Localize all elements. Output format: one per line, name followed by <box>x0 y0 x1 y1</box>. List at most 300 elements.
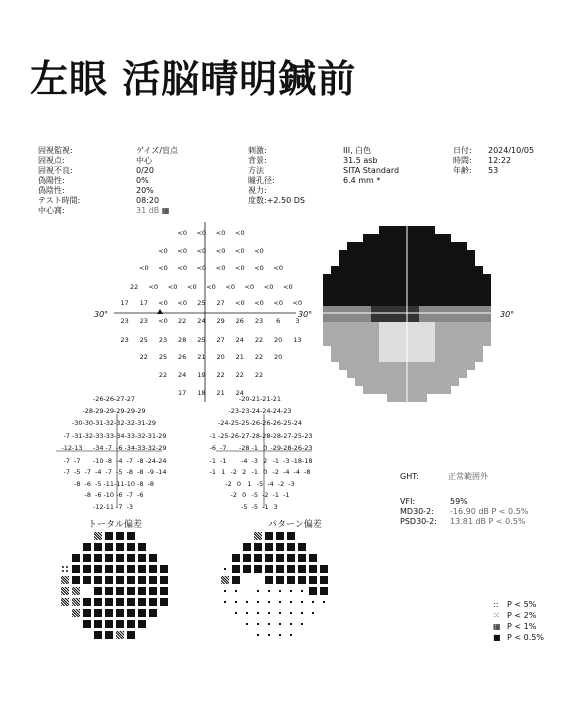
grayscale-cell <box>411 370 419 378</box>
grid-value: -1 <box>251 468 258 476</box>
grayscale-cell <box>451 242 459 250</box>
solid-square-icon <box>83 620 91 628</box>
va-label: 視力: <box>248 186 267 195</box>
grid-value: 28 <box>178 336 187 344</box>
fixation-target-value: 中心 <box>136 156 152 165</box>
grid-value: 22 <box>158 371 168 379</box>
grid-value: <0 <box>158 247 168 255</box>
grayscale-cell <box>387 330 395 338</box>
grid-value: 24 <box>235 336 244 344</box>
grayscale-cell <box>339 330 347 338</box>
grid-value: -6 <box>137 491 144 499</box>
grid-value: 22 <box>216 371 225 379</box>
grayscale-cell <box>419 338 427 346</box>
grid-value: -8 <box>304 468 311 476</box>
page-title: 左眼 活脳晴明鍼前 <box>30 57 357 101</box>
grayscale-cell <box>459 322 467 330</box>
grayscale-cell <box>371 282 379 290</box>
grayscale-cell <box>443 386 451 394</box>
dots-dense-icon <box>221 576 229 584</box>
md-label: MD30-2: <box>400 507 434 516</box>
grayscale-cell <box>451 282 459 290</box>
grid-value: -32 <box>113 419 125 427</box>
grayscale-cell <box>451 338 459 346</box>
grid-value: 17 <box>139 299 148 307</box>
grid-value: <0 <box>177 299 187 307</box>
grayscale-cell <box>355 354 363 362</box>
solid-square-icon <box>94 565 102 573</box>
grid-value: 23 <box>158 336 168 344</box>
grayscale-cell <box>371 330 379 338</box>
grayscale-cell <box>419 282 427 290</box>
grayscale-cell <box>411 394 419 402</box>
grayscale-cell <box>443 250 451 258</box>
solid-square-icon <box>276 565 284 573</box>
grid-value: -4 <box>293 468 300 476</box>
grid-value: 22 <box>235 371 244 379</box>
grayscale-cell <box>427 282 435 290</box>
grid-value: -10 <box>103 491 115 499</box>
grayscale-cell <box>379 298 387 306</box>
grayscale-cell <box>435 330 443 338</box>
solid-square-icon <box>127 598 135 606</box>
grayscale-cell <box>347 314 355 322</box>
grayscale-cell <box>459 258 467 266</box>
grid-value: <0 <box>196 247 207 255</box>
grid-value: -18 <box>301 457 313 465</box>
grid-value: 3 <box>295 317 300 325</box>
grid-value: -33 <box>134 444 146 452</box>
solid-square-icon <box>265 554 273 562</box>
grayscale-cell <box>443 298 451 306</box>
solid-square-icon <box>116 576 124 584</box>
grayscale-cell <box>347 274 355 282</box>
grid-value: -20 <box>238 395 250 403</box>
grid-value: 22 <box>254 371 264 379</box>
grayscale-cell <box>323 298 331 306</box>
grid-value: <0 <box>167 283 178 291</box>
grayscale-cell <box>459 330 467 338</box>
grid-value: 0 <box>236 480 242 488</box>
strategy-value: SITA Standard <box>343 166 400 175</box>
solid-square-icon <box>116 598 124 606</box>
solid-square-icon <box>83 576 91 584</box>
grayscale-cell <box>395 338 403 346</box>
grayscale-cell <box>475 314 483 322</box>
grayscale-cell <box>347 258 355 266</box>
solid-square-icon <box>149 609 157 617</box>
grayscale-cell <box>411 290 419 298</box>
grid-value: -7 <box>126 457 133 465</box>
grid-value: 2 <box>242 468 247 476</box>
solid-square-icon <box>298 543 306 551</box>
grid-value: -5 <box>256 480 264 488</box>
grayscale-cell <box>387 226 395 234</box>
grayscale-cell <box>387 258 395 266</box>
grid-value: 24 <box>235 389 244 397</box>
grayscale-cell <box>395 282 403 290</box>
grid-value: 20 <box>274 336 283 344</box>
grayscale-cell <box>451 266 459 274</box>
solid-square-icon <box>116 532 124 540</box>
solid-square-icon <box>127 543 135 551</box>
solid-square-icon <box>309 587 317 595</box>
grid-value: -8 <box>105 457 112 465</box>
grayscale-cell <box>467 282 475 290</box>
solid-square-icon <box>105 598 113 606</box>
grayscale-cell <box>395 370 403 378</box>
false-pos-value: 0% <box>136 176 149 185</box>
solid-square-icon <box>94 631 102 639</box>
date-value: 2024/10/05 <box>488 146 535 155</box>
fixation-losses-label: 固視不良: <box>38 166 73 175</box>
grid-value: 20 <box>216 353 225 361</box>
solid-square-icon <box>149 587 157 595</box>
solid-square-icon <box>160 587 168 595</box>
grid-value: 3 <box>273 503 278 511</box>
grayscale-cell <box>427 354 435 362</box>
solid-square-icon <box>105 609 113 617</box>
grayscale-cell <box>459 290 467 298</box>
grid-value: <0 <box>158 264 168 272</box>
grayscale-cell <box>467 290 475 298</box>
grid-value: -7 <box>63 457 70 465</box>
solid-square-icon <box>287 532 295 540</box>
grid-value: -8 <box>84 491 91 499</box>
grayscale-cell <box>355 370 363 378</box>
grid-value: 24 <box>197 317 206 325</box>
grid-value: <0 <box>158 317 168 325</box>
grayscale-cell <box>339 298 347 306</box>
grid-value: -8 <box>137 468 144 476</box>
grayscale-cell <box>331 266 339 274</box>
normal-point-icon <box>290 634 292 636</box>
grayscale-cell <box>347 338 355 346</box>
solid-square-icon <box>138 620 146 628</box>
grayscale-cell <box>435 242 443 250</box>
solid-square-icon <box>105 565 113 573</box>
grayscale-cell <box>395 322 403 330</box>
grayscale-cell <box>419 394 427 402</box>
solid-square-icon <box>160 565 168 573</box>
grid-value: -24 <box>291 419 303 427</box>
grayscale-cell <box>339 314 347 322</box>
solid-square-icon <box>116 565 124 573</box>
grid-value: 19 <box>197 371 206 379</box>
solid-square-icon <box>116 543 124 551</box>
grayscale-cell <box>339 258 347 266</box>
grid-value: 22 <box>139 353 148 361</box>
grid-value: -14 <box>155 468 167 476</box>
solid-square-icon <box>83 565 91 573</box>
grayscale-cell <box>387 298 395 306</box>
grayscale-cell <box>331 322 339 330</box>
grayscale-cell <box>339 266 347 274</box>
grayscale-cell <box>363 314 371 322</box>
grayscale-cell <box>363 338 371 346</box>
grayscale-cell <box>451 362 459 370</box>
grid-value: -12 <box>92 503 104 511</box>
grayscale-cell <box>411 266 419 274</box>
grayscale-cell <box>355 314 363 322</box>
solid-square-icon <box>243 565 251 573</box>
grid-value: -18 <box>291 457 303 465</box>
grayscale-cell <box>435 274 443 282</box>
solid-square-icon <box>105 620 113 628</box>
ght-label: GHT: <box>400 472 419 481</box>
grid-value: 17 <box>178 389 187 397</box>
grayscale-cell <box>323 322 331 330</box>
grayscale-cell <box>363 298 371 306</box>
grayscale-cell <box>443 266 451 274</box>
grayscale-cell <box>355 298 363 306</box>
normal-point-icon <box>290 601 292 603</box>
axis-right-label: 30° <box>298 310 313 319</box>
grid-value: <0 <box>263 283 274 291</box>
solid-square-icon <box>127 587 135 595</box>
grayscale-cell <box>483 274 491 282</box>
grid-value: 21 <box>216 389 225 397</box>
grayscale-cell <box>451 330 459 338</box>
grayscale-cell <box>371 274 379 282</box>
grid-value: <0 <box>177 229 187 237</box>
grid-value: -29 <box>155 444 167 452</box>
grayscale-cell <box>467 274 475 282</box>
grayscale-cell <box>363 378 371 386</box>
solid-square-icon <box>94 587 102 595</box>
grayscale-cell <box>379 290 387 298</box>
grayscale-cell <box>451 370 459 378</box>
grayscale-cell <box>467 354 475 362</box>
normal-point-icon <box>323 601 325 603</box>
grayscale-cell <box>411 378 419 386</box>
test-time-label: テスト時間: <box>38 196 81 205</box>
grid-value: 26 <box>235 317 244 325</box>
grid-value: -1 <box>283 491 290 499</box>
psd-label: PSD30-2: <box>400 517 437 526</box>
normal-point-icon <box>290 612 292 614</box>
grayscale-cell <box>427 362 435 370</box>
grid-value: -7 <box>63 432 70 440</box>
grayscale-cell <box>411 274 419 282</box>
stimulus-label: 刺激: <box>248 146 267 155</box>
grayscale-cell <box>411 258 419 266</box>
grayscale-cell <box>419 354 427 362</box>
grayscale-cell <box>371 290 379 298</box>
grid-value: <0 <box>187 283 197 291</box>
fixation-monitor-label: 固視監視: <box>38 146 73 155</box>
solid-square-icon <box>149 565 157 573</box>
grayscale-cell <box>419 386 427 394</box>
grid-value: -8 <box>147 480 154 488</box>
grayscale-cell <box>467 266 475 274</box>
grayscale-cell <box>427 258 435 266</box>
grayscale-cell <box>363 266 371 274</box>
grayscale-cell <box>379 322 387 330</box>
solid-square-icon <box>309 554 317 562</box>
grayscale-cell <box>355 242 363 250</box>
grayscale-cell <box>419 258 427 266</box>
normal-point-icon <box>268 634 270 636</box>
grid-value: -34 <box>92 444 104 452</box>
grayscale-cell <box>371 258 379 266</box>
grid-value: -27 <box>238 432 250 440</box>
grid-value: -29 <box>124 407 136 415</box>
solid-square-icon <box>127 576 135 584</box>
solid-square-icon <box>94 598 102 606</box>
grid-value: -24 <box>270 407 282 415</box>
dots-dense-icon <box>116 631 124 639</box>
grayscale-cell <box>355 266 363 274</box>
grayscale-cell <box>483 322 491 330</box>
grayscale-cell <box>379 330 387 338</box>
grayscale-cell <box>387 338 395 346</box>
solid-square-icon <box>149 554 157 562</box>
normal-point-icon <box>301 590 303 592</box>
grid-value: -11 <box>113 480 125 488</box>
grid-value: 18 <box>197 389 206 397</box>
grayscale-cell <box>371 314 379 322</box>
grayscale-cell <box>395 378 403 386</box>
grayscale-cell <box>387 386 395 394</box>
grid-value: -5 <box>251 503 258 511</box>
grayscale-cell <box>411 282 419 290</box>
grayscale-cell <box>379 258 387 266</box>
grayscale-cell <box>459 274 467 282</box>
grid-value: -4 <box>116 457 123 465</box>
solid-square-icon <box>320 587 328 595</box>
grayscale-cell <box>387 290 395 298</box>
grid-value: -7 <box>63 468 70 476</box>
grayscale-cell <box>379 274 387 282</box>
grid-value: 22 <box>130 283 139 291</box>
dots-dense-icon <box>94 532 102 540</box>
grid-value: 22 <box>178 317 187 325</box>
grayscale-cell <box>331 354 339 362</box>
grayscale-cell <box>427 274 435 282</box>
pattern-deviation-title: パターン偏差 <box>268 520 322 530</box>
grayscale-cell <box>467 346 475 354</box>
solid-square-icon <box>138 598 146 606</box>
grayscale-cell <box>387 234 395 242</box>
solid-square-icon <box>309 576 317 584</box>
ght-value: 正常範囲外 <box>448 472 488 481</box>
grid-value: 23 <box>139 317 148 325</box>
grid-value: -23 <box>280 407 292 415</box>
grid-value: -33 <box>92 432 104 440</box>
normal-point-icon <box>246 601 248 603</box>
solid-square-icon <box>127 620 135 628</box>
grayscale-cell <box>371 362 379 370</box>
foveal-label: 中心窩: <box>38 206 65 215</box>
grayscale-cell <box>387 314 395 322</box>
grayscale-cell <box>475 290 483 298</box>
normal-point-icon <box>257 590 259 592</box>
solid-square-icon <box>116 609 124 617</box>
dots-dense-icon <box>72 598 80 606</box>
grid-value: <0 <box>235 264 245 272</box>
grayscale-cell <box>339 322 347 330</box>
grid-value: <0 <box>235 229 245 237</box>
solid-square-icon <box>138 587 146 595</box>
grid-value: -26 <box>270 419 282 427</box>
grayscale-cell <box>379 266 387 274</box>
grid-value: 22 <box>254 336 264 344</box>
grid-value: -26 <box>228 432 240 440</box>
grayscale-cell <box>419 346 427 354</box>
solid-square-icon <box>105 587 113 595</box>
grid-value: -25 <box>291 432 303 440</box>
grayscale-cell <box>427 226 435 234</box>
normal-point-icon <box>301 623 303 625</box>
grid-value: -24 <box>145 457 157 465</box>
grid-value: -31 <box>145 432 157 440</box>
grayscale-cell <box>427 314 435 322</box>
grid-value: 25 <box>158 353 168 361</box>
grid-value: -23 <box>238 407 250 415</box>
solid-square-icon <box>116 587 124 595</box>
grayscale-cell <box>451 322 459 330</box>
grid-value: 27 <box>216 336 225 344</box>
grayscale-cell <box>411 250 419 258</box>
normal-point-icon <box>268 612 270 614</box>
grid-value: -32 <box>134 432 146 440</box>
grayscale-cell <box>363 242 371 250</box>
grayscale-cell <box>323 330 331 338</box>
grayscale-cell <box>379 234 387 242</box>
grayscale-cell <box>387 274 395 282</box>
grayscale-cell <box>395 314 403 322</box>
grid-value: <0 <box>254 264 264 272</box>
grid-value: -25 <box>280 419 292 427</box>
legend-row: ⁙ P < 2% <box>493 611 537 620</box>
grayscale-cell <box>371 370 379 378</box>
grid-value: -23 <box>228 407 240 415</box>
grayscale-cell <box>331 314 339 322</box>
grid-value: 20 <box>274 353 283 361</box>
grayscale-cell <box>475 346 483 354</box>
grayscale-cell <box>355 282 363 290</box>
grayscale-cell <box>419 274 427 282</box>
dots-dense-icon <box>61 576 69 584</box>
grayscale-cell <box>419 298 427 306</box>
solid-square-icon <box>116 620 124 628</box>
grayscale-cell <box>419 234 427 242</box>
solid-square-icon: ■ <box>493 633 501 642</box>
grid-value: -24 <box>249 407 261 415</box>
grid-value: -32 <box>82 432 94 440</box>
grayscale-cell <box>419 370 427 378</box>
solid-square-icon <box>254 565 262 573</box>
solid-square-icon <box>127 609 135 617</box>
solid-square-icon <box>116 554 124 562</box>
time-value: 12:22 <box>488 156 512 165</box>
grayscale-cell <box>427 250 435 258</box>
grid-value: -29 <box>92 407 104 415</box>
grayscale-cell <box>459 314 467 322</box>
grayscale-cell <box>419 242 427 250</box>
grid-value: <0 <box>254 299 264 307</box>
grid-value: <0 <box>244 283 255 291</box>
grayscale-cell <box>395 242 403 250</box>
grayscale-cell <box>459 282 467 290</box>
grayscale-cell <box>435 386 443 394</box>
solid-square-icon <box>265 576 273 584</box>
grayscale-cell <box>371 266 379 274</box>
grayscale-cell <box>363 250 371 258</box>
grid-value: -13 <box>71 444 83 452</box>
grayscale-cell <box>443 242 451 250</box>
